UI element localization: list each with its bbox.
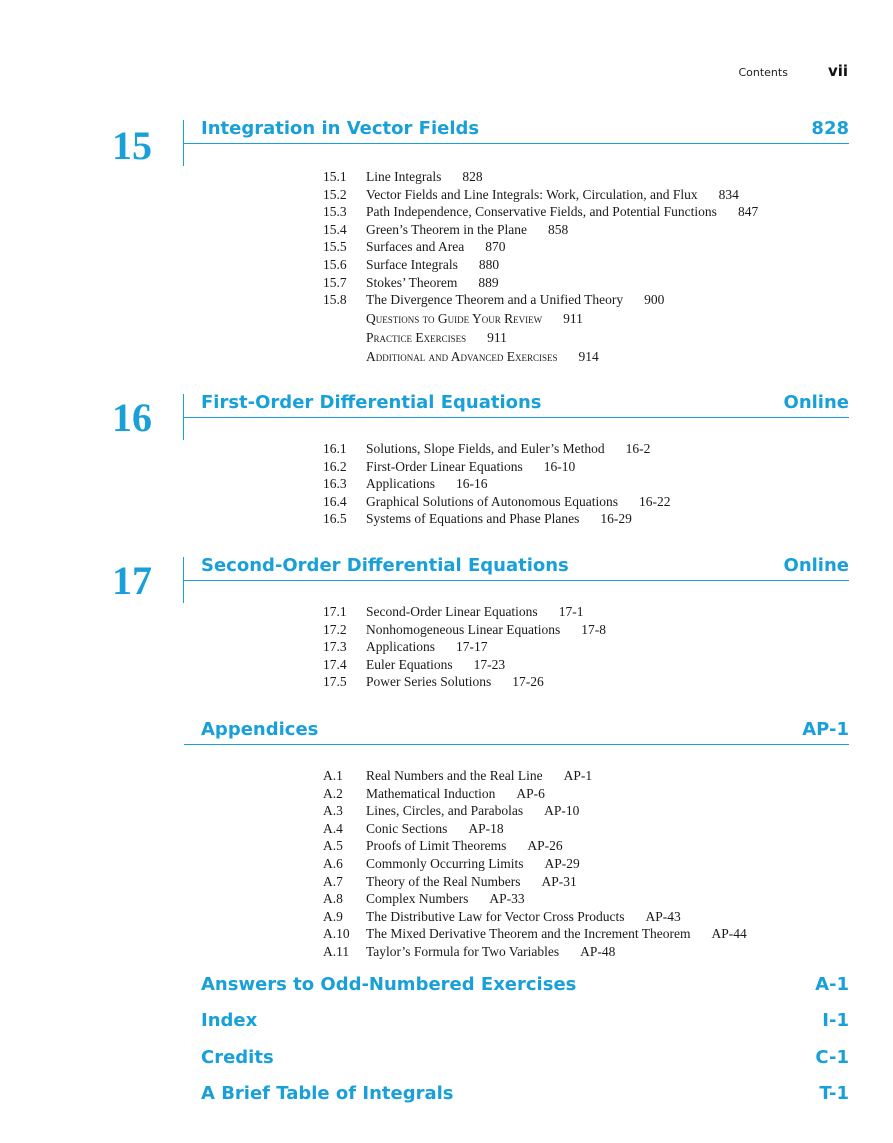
toc-entry[interactable] (323, 820, 747, 838)
section-number: 17.5 (323, 674, 347, 690)
running-title: Contents (738, 66, 788, 79)
toc-entry[interactable] (323, 274, 758, 292)
toc-entry[interactable] (323, 291, 758, 309)
toc-entry[interactable] (323, 837, 747, 855)
section-title: Questions to Guide Your Review (366, 310, 543, 326)
section-number: 16.3 (323, 476, 347, 492)
section-list (323, 767, 747, 961)
section-title: Proofs of Limit Theorems (366, 838, 507, 854)
toc-entry[interactable] (323, 873, 747, 891)
running-header (738, 62, 848, 80)
backmatter-page: C-1 (815, 1047, 849, 1068)
section-number: 17.4 (323, 656, 347, 672)
section-number: 15.3 (323, 204, 347, 220)
section-title: Lines, Circles, and Parabolas (366, 803, 524, 819)
backmatter-page: T-1 (819, 1083, 849, 1104)
chapter-title[interactable]: First-Order Differential Equations (201, 392, 542, 413)
section-page: 911 (563, 310, 583, 326)
chapter-page: Online (783, 555, 849, 576)
section-number: A.3 (323, 803, 343, 819)
toc-entry[interactable] (323, 603, 606, 621)
section-page: 880 (478, 256, 500, 272)
section-page: 858 (547, 221, 569, 237)
toc-entry[interactable] (323, 925, 747, 943)
appendices-heading (184, 719, 849, 745)
toc-entry[interactable] (323, 638, 606, 656)
section-page: 870 (485, 239, 506, 255)
section-number: 15.1 (323, 169, 347, 184)
chapter-title[interactable]: Integration in Vector Fields (201, 118, 480, 139)
backmatter-credits[interactable] (184, 1047, 849, 1071)
section-title: Practice Exercises (366, 329, 467, 345)
section-number: 16.1 (323, 441, 347, 456)
backmatter-title[interactable]: Index (201, 1010, 258, 1031)
toc-entry[interactable] (323, 767, 747, 785)
toc-entry[interactable] (323, 890, 747, 908)
section-title: Applications (366, 476, 435, 492)
section-number: A.7 (323, 873, 343, 889)
section-list (323, 603, 606, 691)
section-number: 17.3 (323, 639, 347, 655)
section-number: 17.2 (323, 621, 347, 637)
toc-entry[interactable] (323, 203, 758, 221)
chapter-number: 16 (112, 395, 152, 440)
section-title: Applications (366, 639, 435, 655)
section-page: AP-6 (516, 785, 545, 801)
toc-entry[interactable] (323, 802, 747, 820)
section-title: Surfaces and Area (366, 239, 465, 255)
section-title: The Mixed Derivative Theorem and the Increment Theorem (366, 926, 691, 942)
toc-entry[interactable] (323, 656, 606, 674)
section-page: AP-18 (468, 820, 504, 836)
section-title: Path Independence, Conservative Fields, and Potential Functions (366, 204, 717, 220)
section-title: Nonhomogeneous Linear Equations (366, 621, 561, 637)
section-number: 15.4 (323, 221, 347, 237)
toc-entry[interactable] (323, 256, 758, 274)
toc-entry[interactable] (323, 347, 758, 366)
section-page: AP-10 (544, 803, 580, 819)
toc-entry[interactable] (323, 475, 671, 493)
backmatter-title[interactable]: Credits (201, 1047, 274, 1068)
toc-entry[interactable] (323, 785, 747, 803)
section-number: A.2 (323, 785, 343, 801)
section-title: Euler Equations (366, 656, 453, 672)
section-page: AP-1 (563, 768, 593, 783)
toc-entry[interactable] (323, 458, 671, 476)
section-title: Second-Order Linear Equations (366, 604, 538, 619)
chapter-heading (184, 392, 849, 418)
appendices-title[interactable]: Appendices (201, 719, 319, 740)
backmatter-integrals-table[interactable] (184, 1083, 849, 1107)
section-page: AP-33 (489, 891, 525, 907)
section-page: 911 (487, 329, 507, 345)
section-number: A.10 (323, 926, 350, 942)
toc-entry[interactable] (323, 673, 606, 691)
section-number: A.1 (323, 768, 343, 783)
toc-entry[interactable] (323, 493, 671, 511)
section-number: A.6 (323, 855, 343, 871)
section-page: 900 (644, 292, 665, 308)
section-title: Solutions, Slope Fields, and Euler’s Method (366, 441, 605, 456)
toc-entry[interactable] (323, 855, 747, 873)
section-title: Additional and Advanced Exercises (366, 348, 558, 364)
chapter-page: 828 (811, 118, 849, 139)
toc-entry[interactable] (323, 943, 747, 961)
section-page: 16-16 (456, 476, 488, 492)
section-title: First-Order Linear Equations (366, 458, 523, 474)
section-page: 847 (737, 204, 759, 220)
backmatter-page: A-1 (815, 974, 849, 995)
toc-entry[interactable] (323, 440, 671, 458)
section-number: 15.6 (323, 256, 347, 272)
section-number: A.11 (323, 943, 350, 959)
section-page: AP-31 (541, 873, 577, 889)
section-title: Surface Integrals (366, 256, 458, 272)
chapter-number: 17 (112, 558, 152, 603)
section-number: 15.7 (323, 274, 347, 290)
section-title: Complex Numbers (366, 891, 469, 907)
section-number: 15.8 (323, 292, 347, 308)
toc-entry[interactable] (323, 221, 758, 239)
section-title: Commonly Occurring Limits (366, 855, 524, 871)
section-number: 16.5 (323, 511, 347, 527)
toc-entry[interactable] (323, 510, 671, 528)
section-page: AP-44 (711, 926, 747, 942)
backmatter-title[interactable]: Answers to Odd-Numbered Exercises (201, 974, 577, 995)
section-page: 17-8 (581, 621, 606, 637)
page-number: vii (827, 62, 848, 80)
section-page: AP-29 (544, 855, 580, 871)
section-page: 16-29 (600, 511, 632, 527)
section-page: AP-48 (580, 943, 616, 959)
backmatter-answers[interactable] (184, 974, 849, 998)
section-title: Vector Fields and Line Integrals: Work, Circulation, and Flux (366, 186, 698, 202)
section-list (323, 168, 758, 366)
chapter-title[interactable]: Second-Order Differential Equations (201, 555, 569, 576)
section-title: Theory of the Real Numbers (366, 873, 521, 889)
section-number: 15.2 (323, 186, 347, 202)
toc-entry[interactable] (323, 168, 758, 186)
section-page: 889 (478, 274, 499, 290)
section-page: 914 (578, 348, 599, 364)
section-title: Power Series Solutions (366, 674, 492, 690)
toc-entry[interactable] (323, 238, 758, 256)
backmatter-title[interactable]: A Brief Table of Integrals (201, 1083, 454, 1104)
section-page: 16-22 (639, 493, 671, 509)
section-title: The Divergence Theorem and a Unified Theory (366, 292, 624, 308)
section-page: AP-26 (527, 838, 563, 854)
section-number: A.4 (323, 820, 343, 836)
section-number: A.5 (323, 838, 343, 854)
section-title: The Distributive Law for Vector Cross Products (366, 908, 625, 924)
section-page: 16-2 (625, 441, 651, 456)
section-title: Green’s Theorem in the Plane (366, 221, 527, 237)
section-number: 17.1 (323, 604, 347, 619)
section-title: Conic Sections (366, 820, 448, 836)
section-title: Graphical Solutions of Autonomous Equations (366, 493, 618, 509)
section-page: 16-10 (543, 458, 576, 474)
section-title: Real Numbers and the Real Line (366, 768, 543, 783)
chapter-heading (184, 118, 849, 144)
section-title: Taylor’s Formula for Two Variables (366, 943, 560, 959)
section-number: A.9 (323, 908, 343, 924)
section-title: Stokes’ Theorem (366, 274, 458, 290)
backmatter-page: I-1 (822, 1010, 849, 1031)
section-page: AP-43 (645, 908, 681, 924)
section-page: 828 (462, 169, 483, 184)
section-number: 15.5 (323, 239, 347, 255)
section-number: A.8 (323, 891, 343, 907)
section-title: Systems of Equations and Phase Planes (366, 511, 580, 527)
section-page: 17-23 (473, 656, 506, 672)
section-page: 17-26 (512, 674, 544, 690)
section-number: 16.2 (323, 458, 347, 474)
toc-entry[interactable] (323, 621, 606, 639)
section-page: 17-1 (558, 604, 584, 619)
appendices-page: AP-1 (802, 719, 849, 740)
chapter-number: 15 (112, 123, 152, 168)
section-title: Mathematical Induction (366, 785, 496, 801)
backmatter-index[interactable] (184, 1010, 849, 1034)
toc-entry[interactable] (323, 328, 758, 347)
section-page: 17-17 (456, 639, 488, 655)
toc-entry[interactable] (323, 186, 758, 204)
toc-entry[interactable] (323, 908, 747, 926)
section-number: 16.4 (323, 493, 347, 509)
section-title: Line Integrals (366, 169, 442, 184)
toc-entry[interactable] (323, 309, 758, 328)
section-page: 834 (718, 186, 739, 202)
chapter-page: Online (783, 392, 849, 413)
section-list (323, 440, 671, 528)
chapter-heading (184, 555, 849, 581)
